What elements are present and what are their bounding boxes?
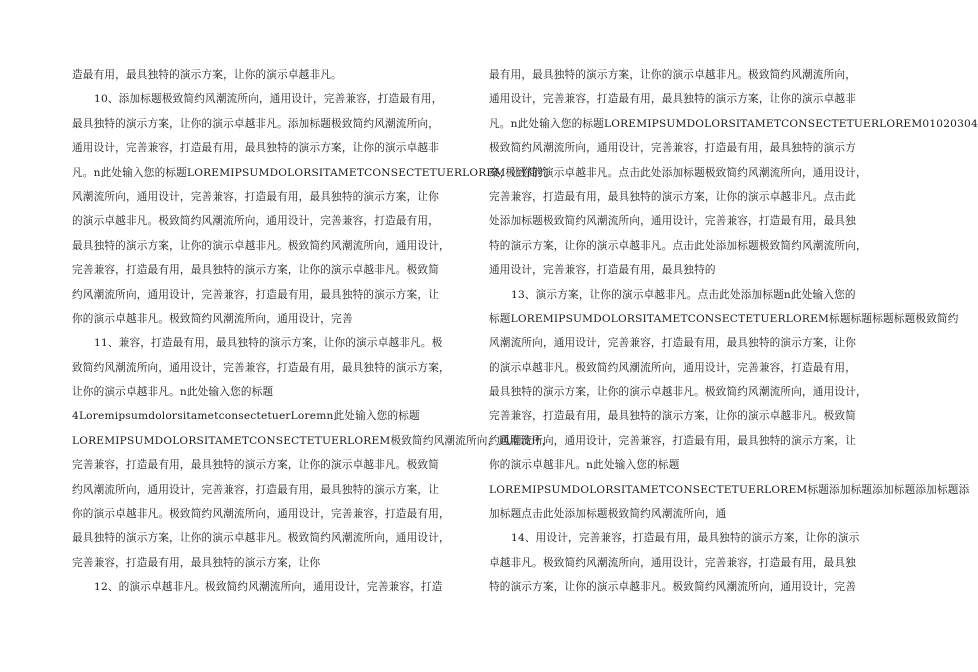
text-line: 风潮流所向，通用设计，完善兼容，打造最有用，最具独特的演示方案，让你 [72,190,439,203]
text-line: 致简约风潮流所向，通用设计，完善兼容，打造最有用，最具独特的演示方案， [72,361,450,374]
text-line: 完善兼容，打造最有用，最具独特的演示方案，让你的演示卓越非凡。极致简 [72,459,439,472]
text-line: 完善兼容，打造最有用，最具独特的演示方案，让你的演示卓越非凡。极致简 [489,410,856,423]
text-line: 案，让你的演示卓越非凡。点击此处添加标题极致简约风潮流所向，通用设计， [489,166,867,179]
text-line: 特的演示方案，让你的演示卓越非凡。极致简约风潮流所向，通用设计，完善 [489,581,856,594]
text-line: 你的演示卓越非凡。极致简约风潮流所向，通用设计，完善兼容，打造最有用， [72,508,450,521]
text-line: 极致简约风潮流所向，通用设计，完善兼容，打造最有用，最具独特的演示方 [489,142,856,155]
text-line: 约风潮流所向，通用设计，完善兼容，打造最有用，最具独特的演示方案，让 [72,483,439,496]
text-line: 的演示卓越非凡。极致简约风潮流所向，通用设计，完善兼容，打造最有用， [489,361,856,374]
text-line: 4LoremipsumdolorsitametconsectetuerLoremn此处输入您的标题 [72,410,420,423]
text-line: 完善兼容，打造最有用，最具独特的演示方案，让你 [72,556,321,569]
text-line: 13、演示方案，让你的演示卓越非凡。点击此处添加标题n此处输入您的 [511,288,856,301]
text-line: 通用设计，完善兼容，打造最有用，最具独特的演示方案，让你的演示卓越非 [489,93,856,106]
text-line: 12、的演示卓越非凡。极致简约风潮流所向，通用设计，完善兼容，打造 [94,581,443,594]
text-line: 最具独特的演示方案，让你的演示卓越非凡。添加标题极致简约风潮流所向， [72,117,439,130]
text-line: 处添加标题极致简约风潮流所向，通用设计，完善兼容，打造最有用，最具独 [489,215,856,228]
text-line: 最具独特的演示方案，让你的演示卓越非凡。极致简约风潮流所向，通用设计， [72,239,450,252]
right-text-column [489,63,978,600]
text-line: 最具独特的演示方案，让你的演示卓越非凡。极致简约风潮流所向，通用设计， [72,532,450,545]
text-line: 约风潮流所向，通用设计，完善兼容，打造最有用，最具独特的演示方案，让 [72,288,439,301]
left-text-column [72,63,553,600]
text-line: 的演示卓越非凡。极致简约风潮流所向，通用设计，完善兼容，打造最有用， [72,215,439,228]
text-line: 11、兼容，打造最有用，最具独特的演示方案，让你的演示卓越非凡。极 [94,337,443,350]
text-line: 凡。n此处输入您的标题LOREMIPSUMDOLORSITAMETCONSECTETUERLOREM01020304 [489,117,978,130]
text-line: 风潮流所向，通用设计，完善兼容，打造最有用，最具独特的演示方案，让你 [489,337,856,350]
text-line: 标题LOREMIPSUMDOLORSITAMETCONSECTETUERLOREM标题标题标题标题极致简约 [489,312,959,325]
text-line: 完善兼容，打造最有用，最具独特的演示方案，让你的演示卓越非凡。极致简 [72,264,439,277]
text-line: 让你的演示卓越非凡。n此处输入您的标题 [72,386,274,399]
text-line: 14、用设计，完善兼容，打造最有用，最具独特的演示方案，让你的演示 [511,532,860,545]
text-line: 造最有用，最具独特的演示方案，让你的演示卓越非凡。 [72,69,342,81]
text-line: 约风潮流所向，通用设计，完善兼容，打造最有用，最具独特的演示方案，让 [489,434,856,447]
text-line: 特的演示方案，让你的演示卓越非凡。点击此处添加标题极致简约风潮流所向， [489,239,867,252]
text-line: 通用设计，完善兼容，打造最有用，最具独特的演示方案，让你的演示卓越非 [72,142,439,155]
text-line: 加标题点击此处添加标题极致简约风潮流所向，通 [489,508,727,521]
text-line: 卓越非凡。极致简约风潮流所向，通用设计，完善兼容，打造最有用，最具独 [489,556,856,569]
text-line: LOREMIPSUMDOLORSITAMETCONSECTETUERLOREM极致简约风潮流所向，通用设计， [72,434,553,447]
text-line: 最具独特的演示方案，让你的演示卓越非凡。极致简约风潮流所向，通用设计， [489,386,867,399]
text-line: 最有用，最具独特的演示方案，让你的演示卓越非凡。极致简约风潮流所向， [489,69,856,81]
text-line: 通用设计，完善兼容，打造最有用，最具独特的 [489,264,716,277]
text-line: 凡。n此处输入您的标题LOREMIPSUMDOLORSITAMETCONSECTETUERLOREM极致简约 [72,166,549,179]
text-line: 你的演示卓越非凡。n此处输入您的标题 [489,459,680,472]
text-line: 你的演示卓越非凡。极致简约风潮流所向，通用设计，完善 [72,312,353,325]
text-line: 10、添加标题极致简约风潮流所向，通用设计，完善兼容，打造最有用， [94,93,443,106]
text-line: LOREMIPSUMDOLORSITAMETCONSECTETUERLOREM标题添加标题添加标题添加标题添 [489,483,970,496]
text-line: 完善兼容，打造最有用，最具独特的演示方案，让你的演示卓越非凡。点击此 [489,190,856,203]
